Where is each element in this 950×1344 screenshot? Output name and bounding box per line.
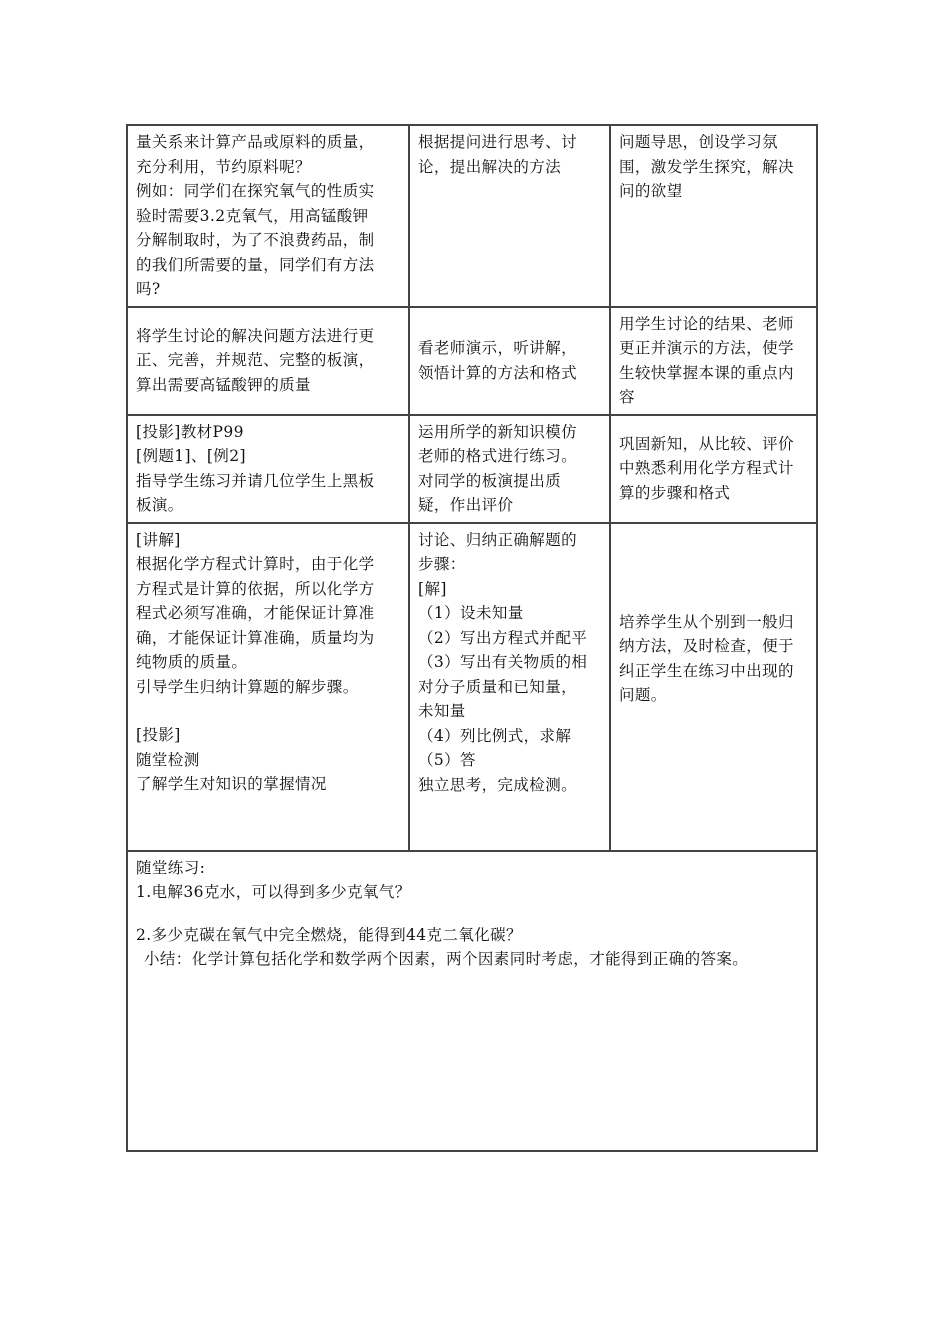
design-purpose-cell xyxy=(610,523,817,851)
table-row xyxy=(127,307,817,415)
text-line: 对同学的板演提出质 xyxy=(418,471,562,490)
text-line: 程式必须写准确，才能保证计算准 xyxy=(136,604,375,622)
text-line: 更正并演示的方法，使学 xyxy=(619,339,794,357)
text-line: 问题。 xyxy=(619,686,667,704)
text-line: 老师的格式进行练习。 xyxy=(418,447,578,465)
exercise-question-2: 2.多少克碳在氧气中完全燃烧，能得到44克二氧化碳？ xyxy=(136,925,522,944)
teacher-activity-cell xyxy=(127,307,409,415)
text-line: （5）答 xyxy=(418,751,476,769)
spacer xyxy=(136,905,808,923)
text-line: 未知量 xyxy=(418,702,466,720)
text-line: 正、完善，并规范、完整的板演， xyxy=(136,351,375,370)
design-purpose-cell xyxy=(610,125,817,307)
text-line: 根据提问进行思考、讨 xyxy=(418,133,578,151)
text-line: 方程式是计算的依据，所以化学方 xyxy=(136,579,375,598)
text-line: 围，激发学生探究，解决 xyxy=(619,157,794,176)
text-line: 验时需要3.2克氧气，用高锰酸钾 xyxy=(136,206,369,225)
text-line: [例题1]、[例2] xyxy=(136,447,246,465)
text-line: 中熟悉利用化学方程式计 xyxy=(619,459,794,478)
text-line: （1）设未知量 xyxy=(418,604,524,622)
student-activity-cell xyxy=(409,125,610,307)
text-line: 疑，作出评价 xyxy=(418,496,514,514)
text-line: 板演。 xyxy=(136,496,184,514)
table-row xyxy=(127,125,817,307)
text-line: 的我们所需要的量，同学们有方法 xyxy=(136,255,375,274)
text-line: [投影] xyxy=(136,726,181,744)
text-line: 步骤： xyxy=(418,555,466,573)
spacer xyxy=(136,699,400,723)
text-line: 问题导思，创设学习氛 xyxy=(619,133,779,151)
text-line: （4）列比例式，求解 xyxy=(418,726,572,745)
text-line: 论，提出解决的方法 xyxy=(418,157,562,176)
text-line: [讲解] xyxy=(136,530,181,549)
exercise-title: 随堂练习: xyxy=(136,858,206,877)
exercise-question-1: 1.电解36克水，可以得到多少克氧气？ xyxy=(136,883,411,901)
exercise-cell xyxy=(127,851,817,1151)
student-activity-cell xyxy=(409,307,610,415)
text-line: 引导学生归纳计算题的解步骤。 xyxy=(136,677,359,696)
text-line: 独立思考，完成检测。 xyxy=(418,775,578,794)
text-line: 容 xyxy=(619,388,635,406)
text-line: 巩固新知，从比较、评价 xyxy=(619,434,794,453)
lesson-summary: 小结：化学计算包括化学和数学两个因素，两个因素同时考虑，才能得到正确的答案。 xyxy=(144,950,749,968)
teacher-activity-cell xyxy=(127,415,409,523)
student-activity-cell xyxy=(409,415,610,523)
text-line: 讨论、归纳正确解题的 xyxy=(418,530,578,549)
text-line: 了解学生对知识的掌握情况 xyxy=(136,775,327,793)
text-line: 分解制取时，为了不浪费药品，制 xyxy=(136,231,375,249)
text-line: 指导学生练习并请几位学生上黑板 xyxy=(136,471,375,490)
table-row xyxy=(127,415,817,523)
teacher-activity-cell xyxy=(127,125,409,307)
text-line: 领悟计算的方法和格式 xyxy=(418,363,578,382)
text-line: 培养学生从个别到一般归 xyxy=(619,612,794,631)
text-line: 根据化学方程式计算时，由于化学 xyxy=(136,555,375,573)
text-line: 将学生讨论的解决问题方法进行更 xyxy=(136,326,375,345)
text-line: 运用所学的新知识模仿 xyxy=(418,422,578,441)
text-line: 纠正学生在练习中出现的 xyxy=(619,661,794,680)
text-line: 生较快掌握本课的重点内 xyxy=(619,363,794,382)
text-line: 量关系来计算产品或原料的质量， xyxy=(136,133,375,151)
text-line: [投影]教材P99 xyxy=(136,422,244,441)
text-line: 例如：同学们在探究氧气的性质实 xyxy=(136,182,375,200)
text-line: 吗? xyxy=(136,280,161,298)
text-line: 问的欲望 xyxy=(619,182,683,200)
design-purpose-cell xyxy=(610,307,817,415)
table-row xyxy=(127,523,817,851)
design-purpose-cell xyxy=(610,415,817,523)
text-line: 对分子质量和已知量， xyxy=(418,677,578,696)
text-line: 算的步骤和格式 xyxy=(619,483,731,502)
text-line: 随堂检测 xyxy=(136,750,200,769)
text-line: 看老师演示，听讲解， xyxy=(418,339,578,357)
table-row xyxy=(127,851,817,1151)
text-line: 确，才能保证计算准确，质量均为 xyxy=(136,628,375,647)
text-line: （3）写出有关物质的相 xyxy=(418,653,588,671)
text-line: [解] xyxy=(418,579,447,598)
text-line: 算出需要高锰酸钾的质量 xyxy=(136,375,311,394)
text-line: （2）写出方程式并配平 xyxy=(418,628,588,647)
lesson-sheet xyxy=(126,124,816,1152)
text-line: 充分利用，节约原料呢？ xyxy=(136,157,311,176)
text-line: 纳方法，及时检查，便于 xyxy=(619,637,794,655)
text-line: 用学生讨论的结果、老师 xyxy=(619,314,794,333)
student-activity-cell xyxy=(409,523,610,851)
teacher-activity-cell xyxy=(127,523,409,851)
lesson-plan-table xyxy=(126,124,818,1152)
text-line: 纯物质的质量。 xyxy=(136,653,248,671)
